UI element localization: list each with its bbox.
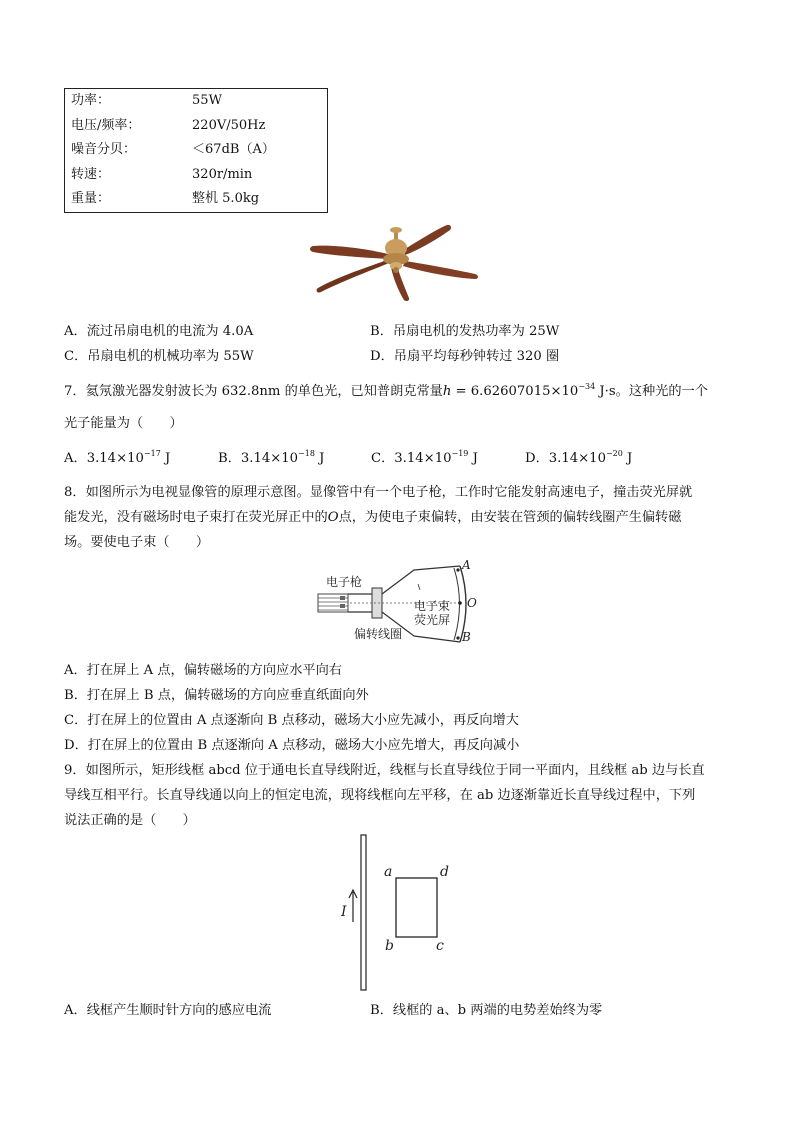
q7-option-a-unit: J <box>160 451 171 466</box>
ceiling-fan-image <box>305 222 485 302</box>
point-o-symbol: O <box>327 510 339 525</box>
point-a-label: A <box>462 558 471 572</box>
spec-value: 整机 5.0kg <box>192 191 260 207</box>
spec-row <box>65 89 328 114</box>
q7-option-a-prefix: A．3.14×10 <box>64 451 144 466</box>
q6-option-c: C．吊扇电机的机械功率为 55W <box>64 349 254 364</box>
q8-option-c: C．打在屏上的位置由 A 点逐渐向 B 点移动，磁场大小应先减小，再反向增大 <box>64 713 519 728</box>
q6-option-b: B．吊扇电机的发热功率为 25W <box>370 324 560 339</box>
q8-stem-line2 <box>64 506 681 525</box>
q9-stem-line3: 说法正确的是（ ） <box>64 813 196 828</box>
q7-stem-d: 。这种光的一个 <box>615 384 708 399</box>
q8-option-b: B．打在屏上 B 点，偏转磁场的方向应垂直纸面向外 <box>64 688 369 703</box>
q7-stem-c: J·s <box>595 384 616 399</box>
spec-label: 功率： <box>71 93 111 108</box>
q7-option-b-prefix: B．3.14×10 <box>218 451 299 466</box>
crt-diagram <box>314 558 489 648</box>
q7-option-d-prefix: D．3.14×10 <box>525 451 606 466</box>
q9-stem-line2: 导线互相平行。长直导线通以向上的恒定电流，现将线框向左平移，在 ab 边逐渐靠近长直导线过程中，下列 <box>64 788 696 803</box>
spec-label: 重量： <box>71 191 111 207</box>
gun-label: 电子枪 <box>326 575 363 589</box>
q7-option-b <box>218 447 324 466</box>
q7-option-c-prefix: C．3.14×10 <box>371 451 452 466</box>
q7-option-b-exp: −18 <box>298 449 315 458</box>
planck-symbol: h <box>442 384 452 399</box>
screen-label: 荧光屏 <box>414 613 451 627</box>
spec-row <box>65 138 328 163</box>
q7-option-d-exp: −20 <box>605 449 623 458</box>
spec-value: 55W <box>192 93 222 108</box>
corner-a-label: a <box>384 864 393 880</box>
q8-stem-line2a: 能发光，没有磁场时电子束打在荧光屏正中的 <box>64 510 328 525</box>
spec-label: 噪音分贝： <box>71 142 137 158</box>
q8-stem-line3: 场。要使电子束（ ） <box>64 535 210 550</box>
q9-option-a: A．线框产生顺时针方向的感应电流 <box>64 1003 272 1018</box>
spec-row <box>65 187 328 212</box>
corner-b-label: b <box>385 938 394 954</box>
q8-stem-line1: 8．如图所示为电视显像管的原理示意图。显像管中有一个电子枪，工作时它能发射高速电子，撞击荧光屏就 <box>64 485 693 500</box>
corner-c-label: c <box>436 938 444 954</box>
spec-table <box>64 88 328 213</box>
q7-stem-line2: 光子能量为（ ） <box>64 416 183 431</box>
spec-value: 320r/min <box>192 166 253 182</box>
corner-d-label: d <box>440 864 449 880</box>
spec-row <box>65 114 328 139</box>
q7-option-d-unit: J <box>622 451 633 466</box>
q7-exponent: −34 <box>578 382 596 391</box>
q7-option-c-exp: −19 <box>451 449 469 458</box>
q8-option-d: D．打在屏上的位置由 B 点逐渐向 A 点移动，磁场大小应先增大，再反向减小 <box>64 738 520 753</box>
point-b-label: B <box>462 630 471 644</box>
q6-option-d: D．吊扇平均每秒钟转过 320 圈 <box>370 349 560 364</box>
q8-option-a: A．打在屏上 A 点，偏转磁场的方向应水平向右 <box>64 663 342 678</box>
spec-label: 电压/频率： <box>71 117 141 133</box>
q7-option-d <box>525 447 632 466</box>
q7-option-c <box>371 447 478 466</box>
spec-value: 220V/50Hz <box>192 117 266 133</box>
q6-option-a: A．流过吊扇电机的电流为 4.0A <box>64 324 254 339</box>
point-o-label: O <box>467 596 477 610</box>
current-label: I <box>341 904 347 920</box>
coil-label: 偏转线圈 <box>354 627 403 641</box>
spec-row <box>65 163 328 188</box>
wire-loop-diagram <box>330 830 460 995</box>
q9-option-b: B．线框的 a、b 两端的电势差始终为零 <box>370 1003 603 1018</box>
q7-option-b-unit: J <box>314 451 325 466</box>
beam-label: 电子束 <box>414 599 451 613</box>
q7-stem-line1 <box>64 380 708 399</box>
q9-stem-line1: 9．如图所示，矩形线框 abcd 位于通电长直导线附近，线框与长直导线位于同一平面内，且线框 ab 边与长直 <box>64 763 705 778</box>
spec-label: 转速： <box>71 166 111 182</box>
q7-option-c-unit: J <box>468 451 478 466</box>
q7-option-a-exp: −17 <box>143 449 161 458</box>
q8-stem-line2b: 点，为使电子束偏转，由安装在管颈的偏转线圈产生偏转磁 <box>338 510 682 525</box>
spec-value: ＜67dB（A） <box>192 142 275 158</box>
q7-stem-b: = 6.62607015×10 <box>451 384 579 399</box>
q7-option-a <box>64 447 170 466</box>
q7-stem-a: 7．氦氖激光器发射波长为 632.8nm 的单色光，已知普朗克常量 <box>64 384 443 399</box>
